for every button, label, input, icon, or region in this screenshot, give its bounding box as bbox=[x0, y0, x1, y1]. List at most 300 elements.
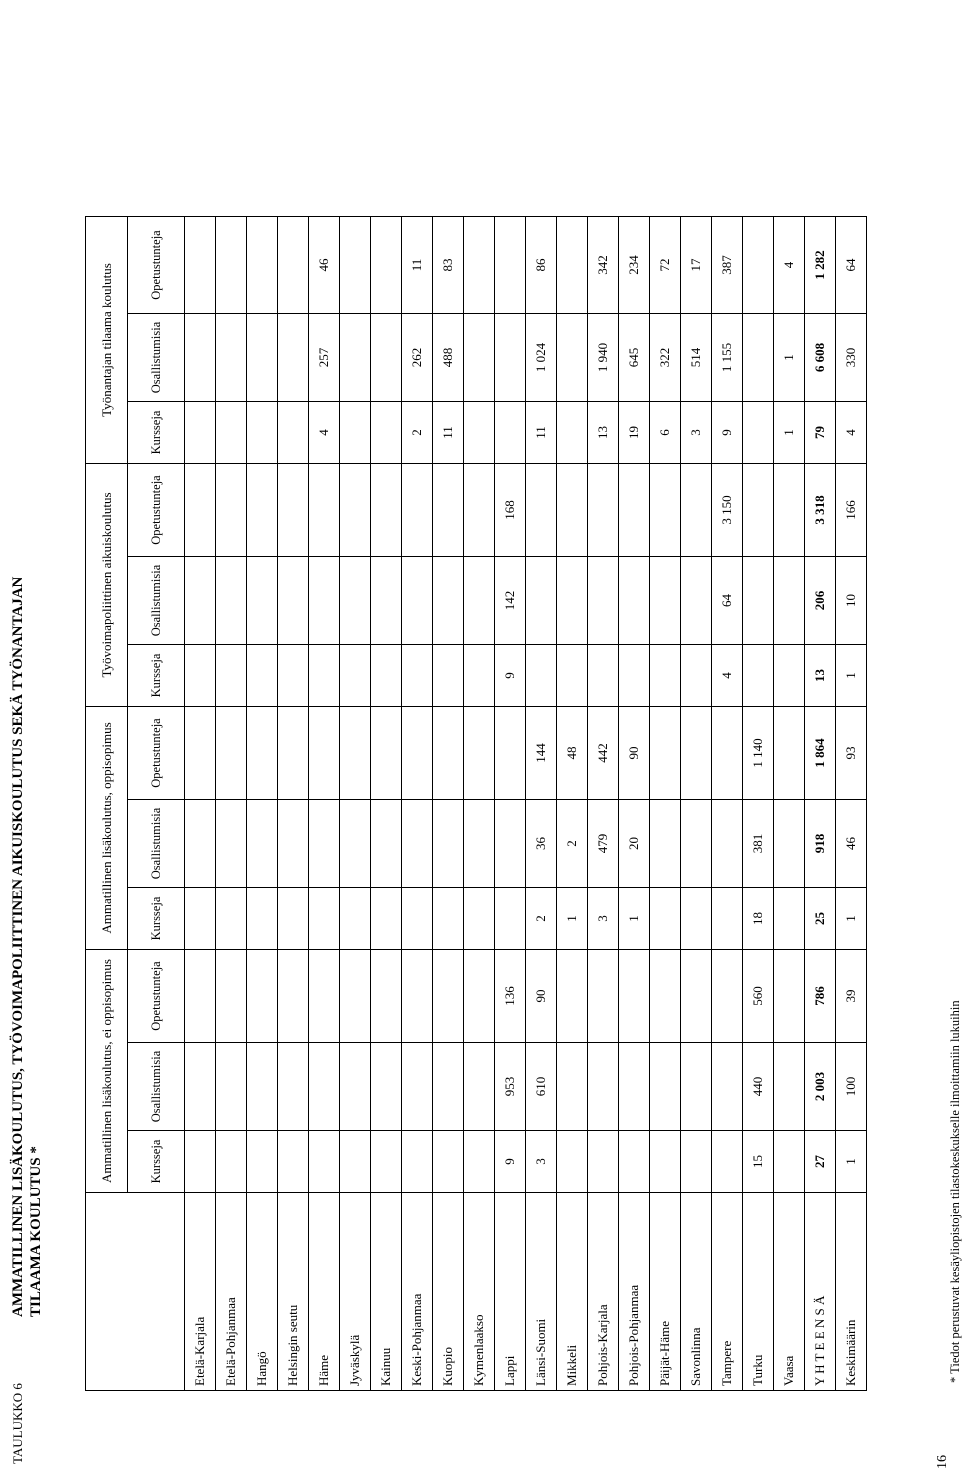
value-cell bbox=[371, 1131, 402, 1193]
value-cell bbox=[340, 217, 371, 314]
value-cell bbox=[247, 557, 278, 645]
value-cell bbox=[216, 645, 247, 707]
value-cell bbox=[557, 314, 588, 402]
value-cell bbox=[557, 950, 588, 1043]
value-cell bbox=[216, 888, 247, 950]
statistics-table bbox=[85, 216, 867, 1391]
value-cell bbox=[185, 800, 216, 888]
value-cell bbox=[340, 557, 371, 645]
value-cell bbox=[247, 950, 278, 1043]
value-cell bbox=[278, 645, 309, 707]
value-cell: 4 bbox=[774, 217, 805, 314]
value-cell: 10 bbox=[836, 557, 867, 645]
value-cell bbox=[433, 645, 464, 707]
value-cell bbox=[464, 1043, 495, 1131]
value-cell bbox=[247, 1131, 278, 1193]
value-cell bbox=[619, 1043, 650, 1131]
value-cell bbox=[743, 314, 774, 402]
value-cell: 479 bbox=[588, 800, 619, 888]
value-cell bbox=[185, 557, 216, 645]
value-cell: 1 bbox=[557, 888, 588, 950]
region-name: Häme bbox=[309, 1193, 340, 1391]
value-cell bbox=[433, 557, 464, 645]
value-cell bbox=[247, 402, 278, 464]
value-cell bbox=[185, 707, 216, 800]
value-cell: 440 bbox=[743, 1043, 774, 1131]
value-cell: 11 bbox=[433, 402, 464, 464]
value-cell bbox=[216, 217, 247, 314]
value-cell: 90 bbox=[619, 707, 650, 800]
value-cell bbox=[402, 1043, 433, 1131]
value-cell: 11 bbox=[526, 402, 557, 464]
value-cell: 488 bbox=[433, 314, 464, 402]
value-cell bbox=[743, 645, 774, 707]
value-cell bbox=[371, 645, 402, 707]
value-cell bbox=[774, 464, 805, 557]
value-cell: 2 bbox=[526, 888, 557, 950]
value-cell bbox=[774, 950, 805, 1043]
region-name: Hangö bbox=[247, 1193, 278, 1391]
value-cell bbox=[278, 314, 309, 402]
value-cell: 4 bbox=[309, 402, 340, 464]
value-cell bbox=[216, 557, 247, 645]
region-name: Turku bbox=[743, 1193, 774, 1391]
value-cell bbox=[340, 402, 371, 464]
value-cell bbox=[557, 217, 588, 314]
value-cell bbox=[216, 950, 247, 1043]
value-cell bbox=[216, 314, 247, 402]
value-cell: 83 bbox=[433, 217, 464, 314]
value-cell bbox=[185, 402, 216, 464]
table-row bbox=[681, 217, 712, 1391]
value-cell bbox=[464, 800, 495, 888]
value-cell: 9 bbox=[712, 402, 743, 464]
value-cell bbox=[278, 1043, 309, 1131]
region-name: Tampere bbox=[712, 1193, 743, 1391]
value-cell: 3 bbox=[526, 1131, 557, 1193]
value-cell bbox=[371, 1043, 402, 1131]
value-cell: 48 bbox=[557, 707, 588, 800]
region-name: Savonlinna bbox=[681, 1193, 712, 1391]
sub-header: Opetustunteja bbox=[128, 464, 185, 557]
value-cell bbox=[650, 800, 681, 888]
value-cell: 257 bbox=[309, 314, 340, 402]
value-cell bbox=[588, 950, 619, 1043]
value-cell bbox=[588, 1131, 619, 1193]
value-cell bbox=[185, 950, 216, 1043]
value-cell bbox=[278, 402, 309, 464]
table-row bbox=[650, 217, 681, 1391]
region-name: Etelä-Karjala bbox=[185, 1193, 216, 1391]
value-cell: 15 bbox=[743, 1131, 774, 1193]
table-row bbox=[619, 217, 650, 1391]
value-cell bbox=[247, 888, 278, 950]
table-row bbox=[216, 217, 247, 1391]
value-cell bbox=[557, 464, 588, 557]
value-cell bbox=[712, 950, 743, 1043]
value-cell: 64 bbox=[712, 557, 743, 645]
value-cell: 168 bbox=[495, 464, 526, 557]
value-cell bbox=[340, 707, 371, 800]
value-cell: 3 bbox=[588, 888, 619, 950]
value-cell bbox=[278, 950, 309, 1043]
value-cell bbox=[557, 402, 588, 464]
value-cell: 11 bbox=[402, 217, 433, 314]
value-cell: 6 608 bbox=[805, 314, 836, 402]
region-name: Y H T E E N S Ä bbox=[805, 1193, 836, 1391]
page-title-line-2: TILAAMA KOULUTUS * bbox=[28, 1146, 44, 1317]
value-cell bbox=[185, 217, 216, 314]
value-cell bbox=[681, 800, 712, 888]
value-cell bbox=[247, 217, 278, 314]
value-cell bbox=[619, 557, 650, 645]
value-cell bbox=[650, 645, 681, 707]
value-cell bbox=[309, 557, 340, 645]
value-cell bbox=[247, 707, 278, 800]
value-cell bbox=[774, 800, 805, 888]
value-cell: 1 155 bbox=[712, 314, 743, 402]
sub-header: Osallistumisia bbox=[128, 1043, 185, 1131]
value-cell bbox=[371, 950, 402, 1043]
region-name: Kuopio bbox=[433, 1193, 464, 1391]
value-cell bbox=[650, 1043, 681, 1131]
value-cell bbox=[371, 217, 402, 314]
value-cell bbox=[185, 1131, 216, 1193]
value-cell bbox=[681, 888, 712, 950]
value-cell bbox=[371, 464, 402, 557]
value-cell bbox=[619, 950, 650, 1043]
table-row bbox=[743, 217, 774, 1391]
group-header: Työvoimapoliittinen aikuiskoulutus bbox=[86, 464, 128, 707]
value-cell bbox=[464, 464, 495, 557]
value-cell: 72 bbox=[650, 217, 681, 314]
value-cell: 13 bbox=[805, 645, 836, 707]
value-cell bbox=[588, 645, 619, 707]
value-cell bbox=[185, 1043, 216, 1131]
group-header-row bbox=[86, 217, 128, 1391]
value-cell: 3 150 bbox=[712, 464, 743, 557]
value-cell bbox=[216, 707, 247, 800]
value-cell bbox=[464, 645, 495, 707]
sub-header: Osallistumisia bbox=[128, 314, 185, 402]
table-label: TAULUKKO 6 bbox=[10, 1383, 25, 1464]
sub-header: Osallistumisia bbox=[128, 800, 185, 888]
value-cell bbox=[464, 217, 495, 314]
value-cell: 1 024 bbox=[526, 314, 557, 402]
value-cell: 39 bbox=[836, 950, 867, 1043]
value-cell bbox=[495, 707, 526, 800]
value-cell bbox=[309, 645, 340, 707]
table-row bbox=[433, 217, 464, 1391]
value-cell bbox=[402, 464, 433, 557]
value-cell bbox=[650, 464, 681, 557]
value-cell: 234 bbox=[619, 217, 650, 314]
value-cell bbox=[495, 888, 526, 950]
value-cell: 2 bbox=[557, 800, 588, 888]
value-cell bbox=[433, 1043, 464, 1131]
value-cell bbox=[433, 464, 464, 557]
value-cell bbox=[216, 1131, 247, 1193]
value-cell: 1 bbox=[836, 1131, 867, 1193]
value-cell bbox=[712, 707, 743, 800]
value-cell bbox=[371, 888, 402, 950]
value-cell bbox=[588, 557, 619, 645]
value-cell: 330 bbox=[836, 314, 867, 402]
value-cell: 1 bbox=[774, 314, 805, 402]
value-cell bbox=[371, 557, 402, 645]
value-cell bbox=[216, 1043, 247, 1131]
value-cell: 166 bbox=[836, 464, 867, 557]
value-cell: 514 bbox=[681, 314, 712, 402]
value-cell bbox=[650, 950, 681, 1043]
region-name: Helsingin seutu bbox=[278, 1193, 309, 1391]
region-name: Keskimäärin bbox=[836, 1193, 867, 1391]
value-cell: 1 282 bbox=[805, 217, 836, 314]
value-cell bbox=[309, 950, 340, 1043]
value-cell bbox=[681, 464, 712, 557]
value-cell bbox=[309, 800, 340, 888]
value-cell bbox=[433, 950, 464, 1043]
value-cell: 4 bbox=[712, 645, 743, 707]
sub-header: Kursseja bbox=[128, 402, 185, 464]
value-cell bbox=[650, 1131, 681, 1193]
value-cell bbox=[774, 645, 805, 707]
value-cell: 4 bbox=[836, 402, 867, 464]
value-cell bbox=[681, 1043, 712, 1131]
table-row bbox=[557, 217, 588, 1391]
value-cell bbox=[371, 402, 402, 464]
value-cell bbox=[681, 707, 712, 800]
value-cell bbox=[402, 888, 433, 950]
value-cell bbox=[526, 645, 557, 707]
value-cell bbox=[371, 314, 402, 402]
value-cell bbox=[712, 800, 743, 888]
value-cell bbox=[681, 645, 712, 707]
value-cell: 2 bbox=[402, 402, 433, 464]
value-cell: 610 bbox=[526, 1043, 557, 1131]
value-cell bbox=[743, 217, 774, 314]
value-cell: 1 bbox=[836, 888, 867, 950]
average-row bbox=[836, 217, 867, 1391]
value-cell: 79 bbox=[805, 402, 836, 464]
page-title-line-1: AMMATILLINEN LISÄKOULUTUS, TYÖVOIMAPOLIITTINEN AIKUISKOULUTUS SEKÄ TYÖNANTAJAN bbox=[10, 576, 26, 1317]
value-cell bbox=[681, 1131, 712, 1193]
table-row bbox=[371, 217, 402, 1391]
value-cell bbox=[247, 1043, 278, 1131]
value-cell bbox=[743, 402, 774, 464]
value-cell bbox=[774, 888, 805, 950]
value-cell bbox=[433, 888, 464, 950]
value-cell bbox=[774, 557, 805, 645]
value-cell: 25 bbox=[805, 888, 836, 950]
value-cell bbox=[402, 800, 433, 888]
value-cell bbox=[712, 1131, 743, 1193]
value-cell: 27 bbox=[805, 1131, 836, 1193]
value-cell bbox=[464, 402, 495, 464]
table-body bbox=[185, 217, 867, 1391]
value-cell bbox=[650, 557, 681, 645]
value-cell: 381 bbox=[743, 800, 774, 888]
group-header: Työnantajan tilaama koulutus bbox=[86, 217, 128, 464]
value-cell bbox=[309, 1131, 340, 1193]
value-cell bbox=[247, 314, 278, 402]
value-cell: 18 bbox=[743, 888, 774, 950]
region-name: Jyväskylä bbox=[340, 1193, 371, 1391]
value-cell bbox=[495, 314, 526, 402]
value-cell: 1 940 bbox=[588, 314, 619, 402]
sub-header: Opetustunteja bbox=[128, 707, 185, 800]
value-cell bbox=[712, 1043, 743, 1131]
value-cell: 322 bbox=[650, 314, 681, 402]
value-cell: 17 bbox=[681, 217, 712, 314]
value-cell bbox=[712, 888, 743, 950]
region-name: Päijät-Häme bbox=[650, 1193, 681, 1391]
table-row bbox=[340, 217, 371, 1391]
value-cell bbox=[774, 1131, 805, 1193]
region-name: Lappi bbox=[495, 1193, 526, 1391]
value-cell bbox=[278, 1131, 309, 1193]
value-cell bbox=[247, 800, 278, 888]
value-cell bbox=[247, 464, 278, 557]
corner-cell bbox=[86, 1193, 185, 1391]
table-row bbox=[247, 217, 278, 1391]
value-cell bbox=[774, 707, 805, 800]
value-cell bbox=[216, 402, 247, 464]
value-cell: 1 bbox=[774, 402, 805, 464]
value-cell bbox=[278, 888, 309, 950]
value-cell: 1 bbox=[836, 645, 867, 707]
value-cell bbox=[433, 707, 464, 800]
value-cell: 560 bbox=[743, 950, 774, 1043]
value-cell: 13 bbox=[588, 402, 619, 464]
region-name: Pohjois-Karjala bbox=[588, 1193, 619, 1391]
value-cell bbox=[402, 557, 433, 645]
value-cell bbox=[216, 800, 247, 888]
table-row bbox=[774, 217, 805, 1391]
value-cell bbox=[340, 888, 371, 950]
value-cell bbox=[340, 800, 371, 888]
value-cell: 3 bbox=[681, 402, 712, 464]
sub-header: Opetustunteja bbox=[128, 950, 185, 1043]
value-cell bbox=[588, 464, 619, 557]
value-cell: 442 bbox=[588, 707, 619, 800]
value-cell: 36 bbox=[526, 800, 557, 888]
value-cell: 136 bbox=[495, 950, 526, 1043]
value-cell bbox=[433, 800, 464, 888]
value-cell: 93 bbox=[836, 707, 867, 800]
value-cell bbox=[619, 464, 650, 557]
value-cell bbox=[495, 217, 526, 314]
group-header: Ammatillinen lisäkoulutus, oppisopimus bbox=[86, 707, 128, 950]
value-cell bbox=[526, 557, 557, 645]
table-row bbox=[278, 217, 309, 1391]
value-cell bbox=[495, 800, 526, 888]
value-cell: 19 bbox=[619, 402, 650, 464]
value-cell bbox=[402, 1131, 433, 1193]
value-cell bbox=[464, 314, 495, 402]
value-cell bbox=[340, 950, 371, 1043]
value-cell: 387 bbox=[712, 217, 743, 314]
group-header: Ammatillinen lisäkoulutus, ei oppisopimus bbox=[86, 950, 128, 1193]
value-cell: 206 bbox=[805, 557, 836, 645]
region-name: Kainuu bbox=[371, 1193, 402, 1391]
region-name: Etelä-Pohjanmaa bbox=[216, 1193, 247, 1391]
page-number: 16 bbox=[935, 1455, 950, 1469]
value-cell bbox=[402, 950, 433, 1043]
value-cell bbox=[247, 645, 278, 707]
region-name: Mikkeli bbox=[557, 1193, 588, 1391]
value-cell: 100 bbox=[836, 1043, 867, 1131]
value-cell bbox=[402, 707, 433, 800]
value-cell bbox=[464, 707, 495, 800]
value-cell bbox=[557, 1043, 588, 1131]
value-cell bbox=[185, 314, 216, 402]
region-name: Keski-Pohjanmaa bbox=[402, 1193, 433, 1391]
value-cell bbox=[278, 217, 309, 314]
value-cell: 918 bbox=[805, 800, 836, 888]
value-cell: 262 bbox=[402, 314, 433, 402]
value-cell bbox=[464, 557, 495, 645]
value-cell: 786 bbox=[805, 950, 836, 1043]
value-cell: 90 bbox=[526, 950, 557, 1043]
value-cell bbox=[464, 888, 495, 950]
value-cell bbox=[588, 1043, 619, 1131]
value-cell: 46 bbox=[309, 217, 340, 314]
value-cell bbox=[619, 645, 650, 707]
value-cell bbox=[185, 464, 216, 557]
value-cell: 144 bbox=[526, 707, 557, 800]
value-cell bbox=[371, 800, 402, 888]
value-cell bbox=[557, 1131, 588, 1193]
value-cell: 1 bbox=[619, 888, 650, 950]
sub-header: Kursseja bbox=[128, 888, 185, 950]
value-cell: 20 bbox=[619, 800, 650, 888]
table-row bbox=[464, 217, 495, 1391]
value-cell bbox=[681, 557, 712, 645]
value-cell bbox=[619, 1131, 650, 1193]
value-cell bbox=[743, 464, 774, 557]
value-cell bbox=[681, 950, 712, 1043]
value-cell bbox=[185, 645, 216, 707]
value-cell bbox=[340, 1043, 371, 1131]
value-cell bbox=[278, 707, 309, 800]
value-cell bbox=[278, 464, 309, 557]
value-cell: 86 bbox=[526, 217, 557, 314]
value-cell bbox=[278, 557, 309, 645]
value-cell bbox=[433, 1131, 464, 1193]
table-row bbox=[588, 217, 619, 1391]
value-cell: 9 bbox=[495, 1131, 526, 1193]
value-cell bbox=[774, 1043, 805, 1131]
region-name: Pohjois-Pohjanmaa bbox=[619, 1193, 650, 1391]
sub-header: Kursseja bbox=[128, 1131, 185, 1193]
sub-header: Osallistumisia bbox=[128, 557, 185, 645]
value-cell bbox=[216, 464, 247, 557]
value-cell bbox=[526, 464, 557, 557]
sub-header: Kursseja bbox=[128, 645, 185, 707]
table-row bbox=[309, 217, 340, 1391]
value-cell: 6 bbox=[650, 402, 681, 464]
value-cell bbox=[340, 1131, 371, 1193]
value-cell bbox=[464, 950, 495, 1043]
value-cell bbox=[278, 800, 309, 888]
table-row bbox=[402, 217, 433, 1391]
footnote: * Tiedot perustuvat kesäyliopistojen tilastokeskukselle ilmoittamiin lukuihin bbox=[948, 1000, 962, 1383]
value-cell: 1 864 bbox=[805, 707, 836, 800]
sub-header: Opetustunteja bbox=[128, 217, 185, 314]
value-cell bbox=[557, 645, 588, 707]
value-cell bbox=[309, 1043, 340, 1131]
